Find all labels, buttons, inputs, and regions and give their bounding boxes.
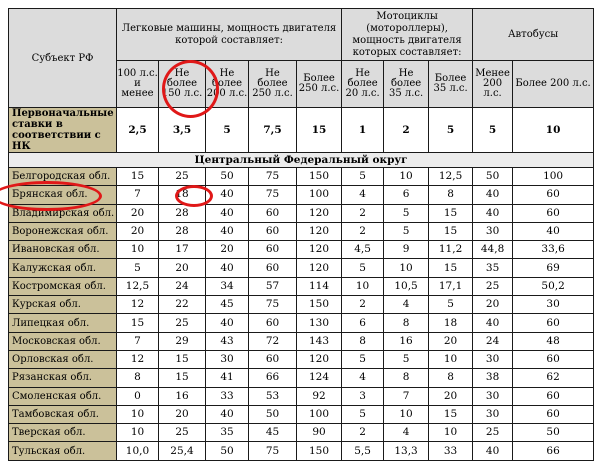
table-row [9,241,594,259]
motorcycles-group-header: Мотоциклы (мотороллеры), мощность двигателя которых составляет: [342,9,473,61]
rate-cell: 75 [249,442,297,460]
rate-cell: 120 [297,222,342,240]
subheader-cell: Не более 200 л.с. [206,61,249,108]
rate-cell: 60 [513,405,594,423]
rate-cell: 120 [297,259,342,277]
rate-cell: 53 [249,387,297,405]
rate-cell: 3 [342,387,384,405]
table-row [9,314,594,332]
rate-cell: 33 [206,387,249,405]
rate-cell: 5 [342,350,384,368]
rate-cell: 5 [117,259,159,277]
rate-cell: 44,8 [473,241,513,259]
rate-cell: 18 [159,186,206,204]
rate-cell: 40 [513,222,594,240]
base-rate-cell: 2,5 [117,108,159,153]
rate-cell: 29 [159,332,206,350]
rate-cell: 5 [342,405,384,423]
rate-cell: 150 [297,168,342,186]
rate-cell: 18 [429,314,473,332]
rate-cell: 10 [117,241,159,259]
rate-cell: 4 [342,186,384,204]
rate-cell: 6 [342,314,384,332]
rate-cell: 13,3 [384,442,429,460]
rate-cell: 15 [429,222,473,240]
rate-cell: 60 [249,204,297,222]
rate-cell: 40 [206,314,249,332]
rate-cell: 100 [297,186,342,204]
subheader-cell: Более 35 л.с. [429,61,473,108]
rate-cell: 60 [513,186,594,204]
rate-cell: 15 [159,350,206,368]
rate-cell: 0 [117,387,159,405]
rate-cell: 15 [117,168,159,186]
rate-cell: 10 [117,424,159,442]
cars-group-header: Легковые машины, мощность двигателя которой составляет: [117,9,342,61]
rate-cell: 17 [159,241,206,259]
rate-cell: 40 [206,204,249,222]
region-name: Орловская обл. [9,350,117,368]
rate-cell: 10 [117,405,159,423]
rate-cell: 50 [249,405,297,423]
table-row [9,204,594,222]
rate-cell: 60 [249,241,297,259]
rate-cell: 75 [249,168,297,186]
base-rate-cell: 1 [342,108,384,153]
rate-cell: 20 [117,204,159,222]
rate-cell: 8 [384,314,429,332]
subheader-cell: Менее 200 л.с. [473,61,513,108]
rate-cell: 20 [206,241,249,259]
rate-cell: 20 [473,296,513,314]
rate-cell: 15 [429,259,473,277]
base-rate-cell: 5 [473,108,513,153]
rate-cell: 60 [513,387,594,405]
rate-cell: 30 [206,350,249,368]
rate-cell: 30 [473,350,513,368]
rate-cell: 5,5 [342,442,384,460]
rate-cell: 40 [473,186,513,204]
rate-cell: 100 [513,168,594,186]
subheader-cell: Не более 250 л.с. [249,61,297,108]
rate-cell: 2 [342,204,384,222]
rate-cell: 124 [297,369,342,387]
rate-cell: 10 [429,424,473,442]
rate-cell: 40 [206,222,249,240]
rate-cell: 8 [117,369,159,387]
rate-cell: 50,2 [513,277,594,295]
rate-cell: 66 [249,369,297,387]
subheader-cell: Более 200 л.с. [513,61,594,108]
rate-cell: 143 [297,332,342,350]
rate-cell: 45 [206,296,249,314]
rate-cell: 16 [384,332,429,350]
rate-cell: 43 [206,332,249,350]
region-name: Тульская обл. [9,442,117,460]
rate-cell: 8 [384,369,429,387]
rate-cell: 15 [429,405,473,423]
rate-cell: 38 [473,369,513,387]
rate-cell: 90 [297,424,342,442]
base-rate-cell: 7,5 [249,108,297,153]
region-name: Ивановская обл. [9,241,117,259]
rate-cell: 120 [297,350,342,368]
rate-cell: 8 [429,369,473,387]
rate-cell: 57 [249,277,297,295]
subheader-cell: Не более 20 л.с. [342,61,384,108]
rate-cell: 50 [206,442,249,460]
rate-cell: 40 [473,314,513,332]
region-name: Рязанская обл. [9,369,117,387]
rate-cell: 10 [384,168,429,186]
rate-cell: 15 [159,369,206,387]
rate-cell: 12 [117,350,159,368]
rate-cell: 4 [384,296,429,314]
rate-cell: 33,6 [513,241,594,259]
region-name: Тверская обл. [9,424,117,442]
rate-cell: 114 [297,277,342,295]
table-row [9,168,594,186]
region-name: Липецкая обл. [9,314,117,332]
rate-cell: 8 [429,186,473,204]
rate-cell: 41 [206,369,249,387]
rate-cell: 12,5 [117,277,159,295]
base-rates-label: Первоначальные ставки в соответствии с НК [9,108,117,153]
rate-cell: 4 [384,424,429,442]
subheader-cell: Не более 35 л.с. [384,61,429,108]
rate-cell: 60 [249,222,297,240]
rate-cell: 30 [513,296,594,314]
tax-rate-table-container [8,8,594,461]
table-row [9,424,594,442]
table-row [9,387,594,405]
rate-cell: 5 [429,296,473,314]
region-name: Московская обл. [9,332,117,350]
subheader-cell: Не более 150 л.с. [159,61,206,108]
rate-cell: 20 [429,387,473,405]
table-row [9,186,594,204]
region-name: Курская обл. [9,296,117,314]
rate-cell: 120 [297,204,342,222]
table-row [9,369,594,387]
rate-cell: 25 [159,424,206,442]
base-rate-cell: 5 [206,108,249,153]
table-row [9,332,594,350]
region-name: Владимирская обл. [9,204,117,222]
rate-cell: 35 [473,259,513,277]
rate-cell: 25 [473,424,513,442]
rate-cell: 28 [159,222,206,240]
table-row [9,350,594,368]
rate-cell: 34 [206,277,249,295]
rate-cell: 25 [159,314,206,332]
transport-tax-table [8,8,594,461]
rate-cell: 75 [249,296,297,314]
rate-cell: 20 [117,222,159,240]
federal-district-heading: Центральный Федеральный округ [9,153,594,168]
table-row [9,222,594,240]
rate-cell: 50 [513,424,594,442]
subject-header: Субъект РФ [9,9,117,108]
rate-cell: 20 [429,332,473,350]
rate-cell: 15 [117,314,159,332]
rate-cell: 2 [342,222,384,240]
rate-cell: 25,4 [159,442,206,460]
rate-cell: 60 [249,314,297,332]
rate-cell: 5 [384,204,429,222]
rate-cell: 5 [342,168,384,186]
rate-cell: 35 [206,424,249,442]
rate-cell: 45 [249,424,297,442]
rate-cell: 10 [342,277,384,295]
region-name: Тамбовская обл. [9,405,117,423]
rate-cell: 69 [513,259,594,277]
rate-cell: 10,0 [117,442,159,460]
table-row [9,405,594,423]
rate-cell: 30 [473,222,513,240]
rate-cell: 130 [297,314,342,332]
rate-cell: 60 [249,350,297,368]
rate-cell: 4 [342,369,384,387]
subheader-cell: 100 л.с. и менее [117,61,159,108]
rate-cell: 75 [249,186,297,204]
rate-cell: 5 [342,259,384,277]
rate-cell: 100 [297,405,342,423]
rate-cell: 7 [384,387,429,405]
rate-cell: 25 [473,277,513,295]
rate-cell: 150 [297,296,342,314]
rate-cell: 40 [473,442,513,460]
rate-cell: 40 [206,186,249,204]
rate-cell: 20 [159,259,206,277]
rate-cell: 8 [342,332,384,350]
rate-cell: 50 [473,168,513,186]
rate-cell: 11,2 [429,241,473,259]
rate-cell: 60 [513,350,594,368]
rate-cell: 25 [159,168,206,186]
rate-cell: 66 [513,442,594,460]
rate-cell: 28 [159,204,206,222]
table-row [9,296,594,314]
rate-cell: 15 [429,204,473,222]
table-row [9,259,594,277]
rate-cell: 12 [117,296,159,314]
rate-cell: 40 [473,204,513,222]
rate-cell: 72 [249,332,297,350]
rate-cell: 10 [384,259,429,277]
region-name: Белгородская обл. [9,168,117,186]
subheader-cell: Более 250 л.с. [297,61,342,108]
rate-cell: 40 [206,259,249,277]
rate-cell: 60 [513,314,594,332]
region-name: Костромская обл. [9,277,117,295]
rate-cell: 50 [206,168,249,186]
base-rate-cell: 5 [429,108,473,153]
base-rate-cell: 3,5 [159,108,206,153]
rate-cell: 62 [513,369,594,387]
rate-cell: 20 [159,405,206,423]
rate-cell: 60 [513,204,594,222]
rate-cell: 5 [384,222,429,240]
rate-cell: 10 [429,350,473,368]
rate-cell: 2 [342,424,384,442]
base-rate-cell: 15 [297,108,342,153]
table-row [9,277,594,295]
region-name: Калужская обл. [9,259,117,277]
rate-cell: 24 [159,277,206,295]
rate-cell: 10 [384,405,429,423]
rate-cell: 60 [249,259,297,277]
rate-cell: 6 [384,186,429,204]
rate-cell: 48 [513,332,594,350]
rate-cell: 10,5 [384,277,429,295]
rate-cell: 9 [384,241,429,259]
rate-cell: 16 [159,387,206,405]
region-name: Брянская обл. [9,186,117,204]
rate-cell: 33 [429,442,473,460]
rate-cell: 22 [159,296,206,314]
rate-cell: 7 [117,186,159,204]
buses-group-header: Автобусы [473,9,594,61]
rate-cell: 2 [342,296,384,314]
rate-cell: 40 [206,405,249,423]
rate-cell: 150 [297,442,342,460]
rate-cell: 24 [473,332,513,350]
rate-cell: 17,1 [429,277,473,295]
rate-cell: 120 [297,241,342,259]
base-rate-cell: 10 [513,108,594,153]
base-rate-cell: 2 [384,108,429,153]
rate-cell: 12,5 [429,168,473,186]
rate-cell: 5 [384,350,429,368]
rate-cell: 30 [473,405,513,423]
rate-cell: 7 [117,332,159,350]
region-name: Смоленская обл. [9,387,117,405]
rate-cell: 4,5 [342,241,384,259]
rate-cell: 92 [297,387,342,405]
region-name: Воронежская обл. [9,222,117,240]
rate-cell: 30 [473,387,513,405]
